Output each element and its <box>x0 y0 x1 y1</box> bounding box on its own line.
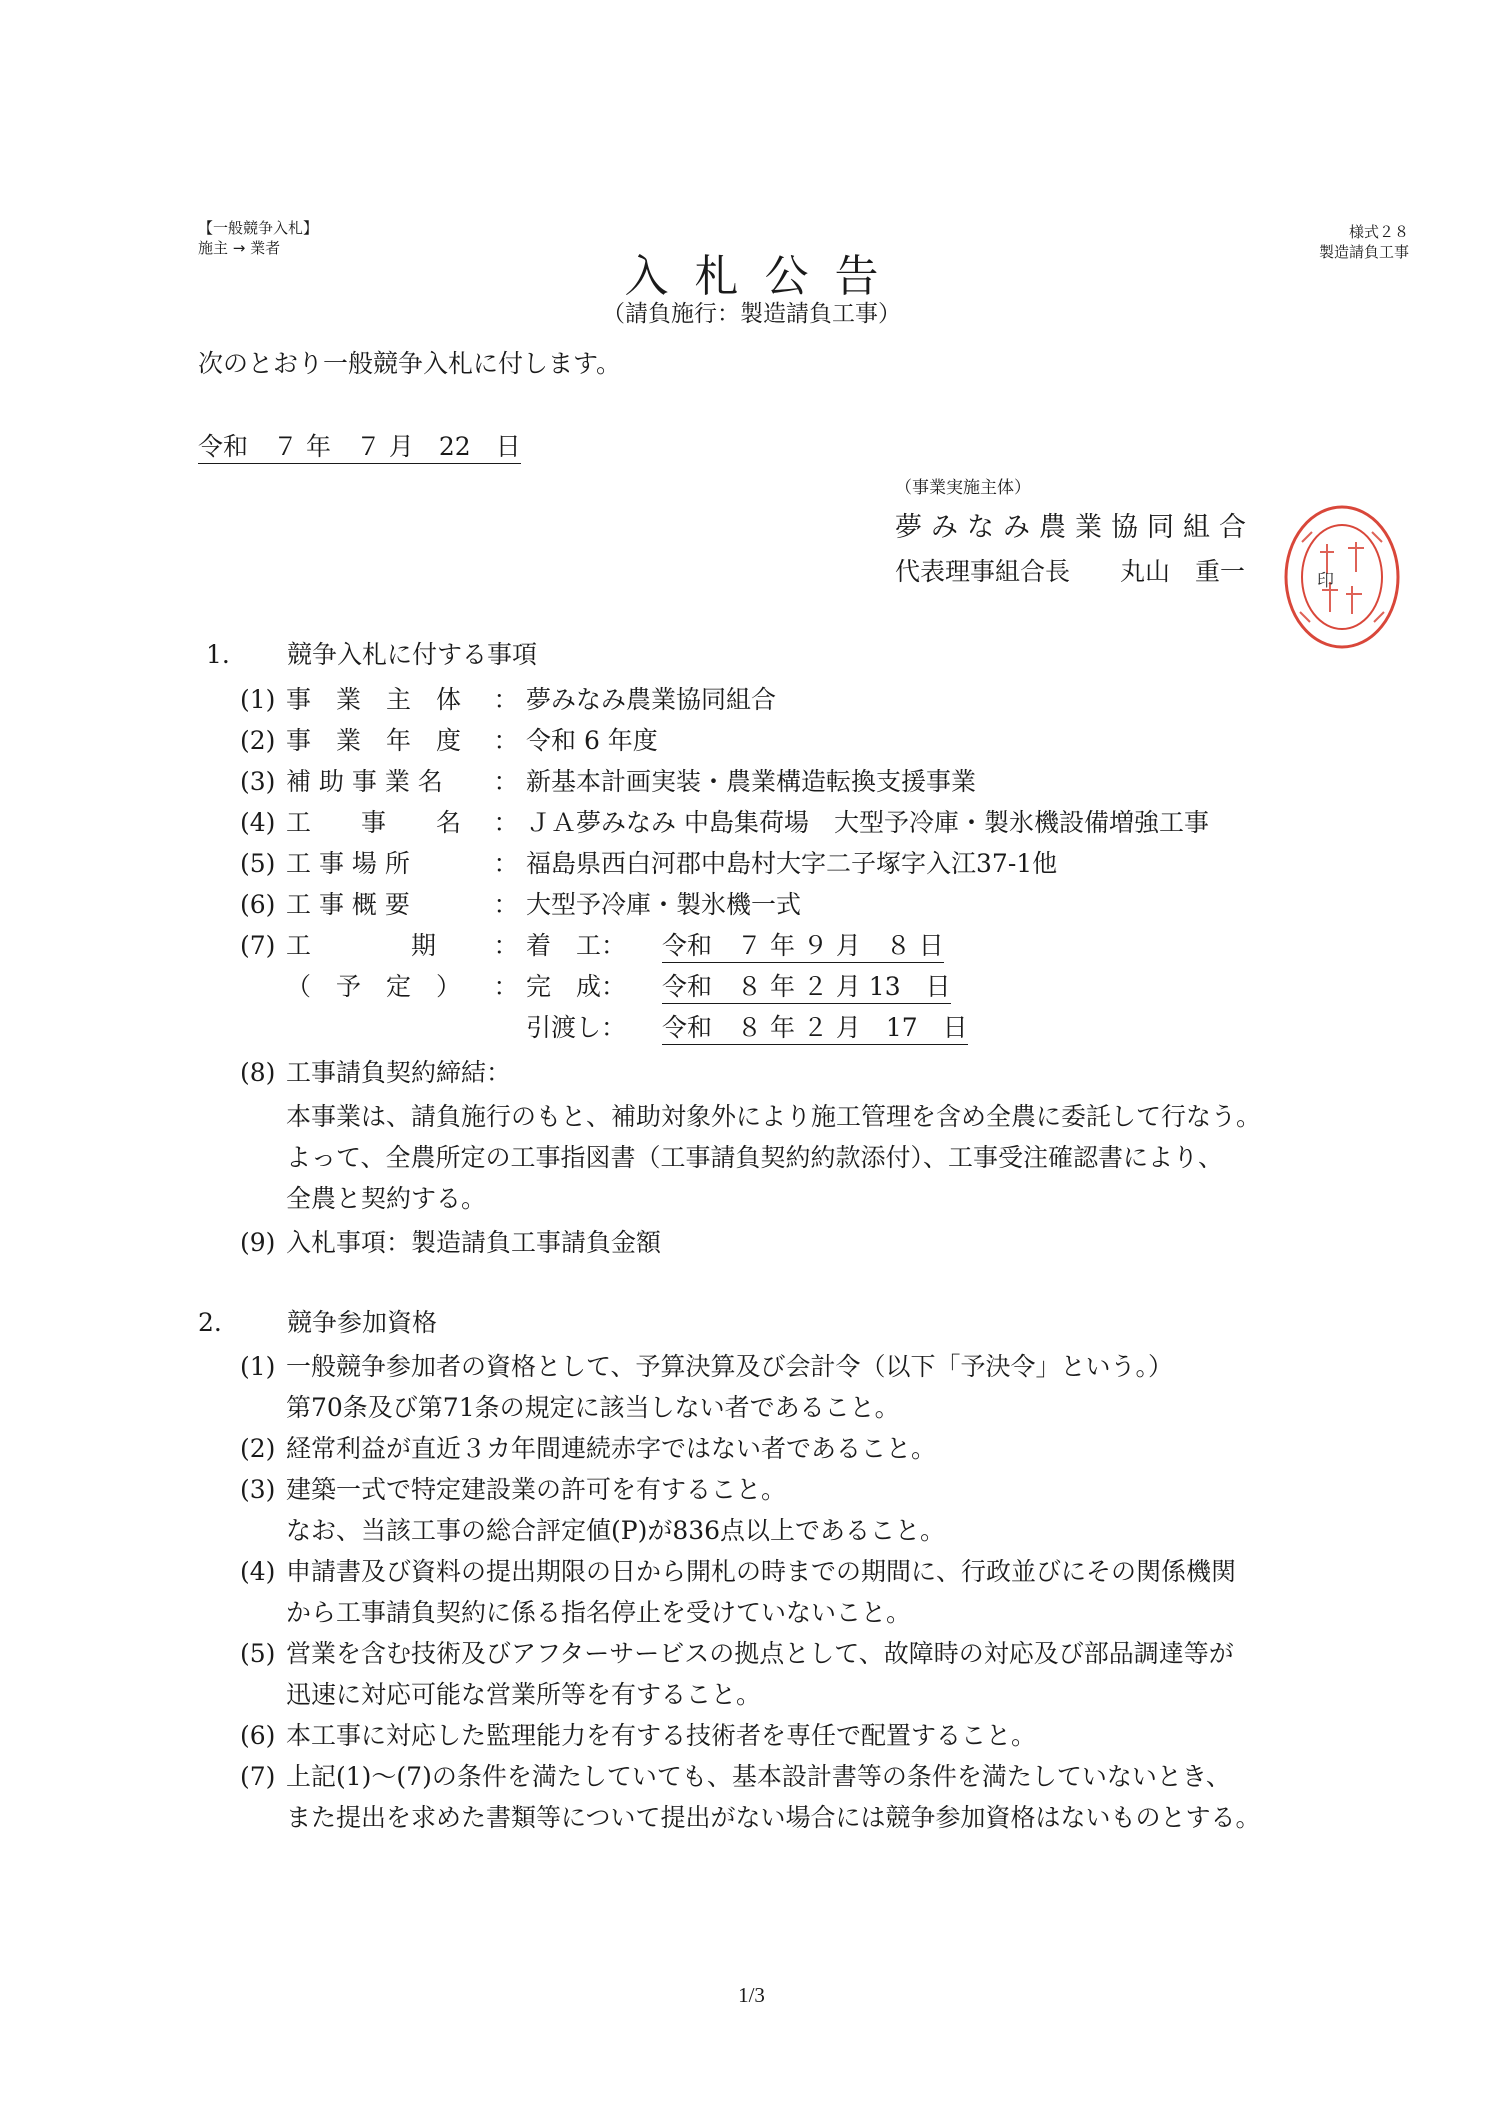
section1-item <box>240 767 976 797</box>
item-number: (6) <box>240 1721 276 1750</box>
contract-row <box>240 1058 511 1088</box>
item-label: 工 事 概 要 <box>286 890 410 919</box>
period-label: 工 期 <box>286 931 437 960</box>
item-number: (8) <box>240 1058 276 1087</box>
item-number: (2) <box>240 1434 276 1463</box>
colon: ： <box>493 931 519 960</box>
section1-item <box>240 890 801 920</box>
qualification-item <box>240 1475 786 1505</box>
period-start-date: 令和 ７ 年 ９ 月 ８ 日 <box>662 931 944 963</box>
period-row <box>240 972 951 1002</box>
qualification-line: 迅速に対応可能な営業所等を有すること。 <box>286 1680 762 1709</box>
item-label: 工 事 名 <box>286 808 462 837</box>
section1-number: 1. <box>206 640 230 669</box>
item-number: (6) <box>240 890 276 919</box>
colon: ： <box>493 685 519 714</box>
colon: ： <box>493 972 519 1001</box>
item-value: 夢みなみ農業協同組合 <box>526 685 777 714</box>
issuer-organization: 夢みなみ農業協同組合 <box>895 512 1255 543</box>
colon: ： <box>493 890 519 919</box>
contract-line: 本事業は、請負施行のもと、補助対象外により施工管理を含め全農に委託して行なう。 <box>286 1102 1262 1131</box>
qualification-item <box>240 1762 1231 1792</box>
item-number: (5) <box>240 1639 276 1668</box>
section2-number: 2. <box>198 1308 222 1337</box>
qualification-line: 一般競争参加者の資格として、予算決算及び会計令（以下「予決令」という。） <box>286 1352 1174 1381</box>
page-number: 1/3 <box>738 1983 765 2007</box>
section1-item <box>240 849 1057 879</box>
qualification-line: 本工事に対応した監理能力を有する技術者を専任で配置すること。 <box>286 1721 1037 1750</box>
issuer-label: （事業実施主体） <box>895 478 1031 498</box>
bid-item-text: 入札事項：製造請負工事請負金額 <box>286 1228 662 1257</box>
page-title: 入札公告 <box>624 251 905 302</box>
issue-date: 令和 ７ 年 ７ 月 22 日 <box>198 432 521 464</box>
section1-item <box>240 726 658 756</box>
item-number: (5) <box>240 849 276 878</box>
item-label: 工 事 場 所 <box>286 849 410 878</box>
colon: ： <box>493 767 519 796</box>
qualification-line: 営業を含む技術及びアフターサービスの拠点として、故障時の対応及び部品調達等が <box>286 1639 1234 1668</box>
item-value: 福島県西白河郡中島村大字二子塚字入江37-1他 <box>526 849 1058 878</box>
item-value: 新基本計画実装・農業構造転換支援事業 <box>526 767 977 796</box>
intro-text: 次のとおり一般競争入札に付します。 <box>198 349 622 378</box>
colon: ： <box>493 808 519 837</box>
period-handover-date: 令和 ８ 年 ２ 月 17 日 <box>662 1013 968 1045</box>
seal-mark: 印 <box>1317 571 1334 591</box>
item-value: 令和 6 年度 <box>526 726 658 755</box>
form-number: 様式２８ <box>1348 223 1409 241</box>
qualification-item <box>240 1434 936 1464</box>
item-label: 事 業 年 度 <box>286 726 462 755</box>
item-label: 補 助 事 業 名 <box>286 767 443 796</box>
qualification-item <box>240 1352 1173 1382</box>
period-handover-label: 引渡し： <box>526 1013 627 1042</box>
qualification-line: なお、当該工事の総合評定値(P)が836点以上であること。 <box>286 1516 946 1545</box>
bid-item-row <box>240 1228 661 1258</box>
colon: ： <box>493 726 519 755</box>
section1-item <box>240 685 776 715</box>
period-complete-date: 令和 ８ 年 ２ 月 13 日 <box>662 972 951 1004</box>
qualification-line: 申請書及び資料の提出期限の日から開札の時までの期間に、行政並びにその関係機関 <box>286 1557 1237 1586</box>
qualification-item <box>240 1639 1234 1669</box>
colon: ： <box>493 849 519 878</box>
contract-label: 工事請負契約締結： <box>286 1058 512 1087</box>
contract-line: よって、全農所定の工事指図書（工事請負契約約款添付）、工事受注確認書により、 <box>286 1143 1224 1172</box>
qualification-line: 経常利益が直近３カ年間連続赤字ではない者であること。 <box>286 1434 937 1463</box>
item-number: (1) <box>240 1352 276 1381</box>
qualification-line: から工事請負契約に係る指名停止を受けていないこと。 <box>286 1598 912 1627</box>
qualification-line: 上記(1)～(7)の条件を満たしていても、基本設計書等の条件を満たしていないとき、 <box>286 1762 1231 1791</box>
item-number: (4) <box>240 808 276 837</box>
item-number: (7) <box>240 1762 276 1791</box>
item-number: (4) <box>240 1557 276 1586</box>
contract-line: 全農と契約する。 <box>286 1184 487 1213</box>
qualification-line: また提出を求めた書類等について提出がない場合には競争参加資格はないものとする。 <box>286 1803 1261 1832</box>
qualification-item <box>240 1721 1036 1751</box>
item-number: (1) <box>240 685 276 714</box>
period-row <box>240 1013 968 1043</box>
item-value: ＪＡ夢みなみ 中島集荷場 大型予冷庫・製氷機設備増強工事 <box>526 808 1209 837</box>
issuer-representative: 代表理事組合長 丸山 重一 <box>895 557 1246 586</box>
form-type: 製造請負工事 <box>1318 243 1409 261</box>
qualification-item <box>240 1557 1236 1587</box>
item-value: 大型予冷庫・製氷機一式 <box>526 890 802 919</box>
period-complete-label: 完 成： <box>526 972 627 1001</box>
qualification-line: 建築一式で特定建設業の許可を有すること。 <box>286 1475 787 1504</box>
qualification-line: 第70条及び第71条の規定に該当しない者であること。 <box>286 1393 900 1422</box>
period-start-label: 着 工： <box>526 931 627 960</box>
item-number: (3) <box>240 767 276 796</box>
section1-heading: 競争入札に付する事項 <box>287 640 538 669</box>
page-subtitle: （請負施行：製造請負工事） <box>602 301 901 327</box>
item-label: 事 業 主 体 <box>286 685 462 714</box>
item-number: (9) <box>240 1228 276 1257</box>
period-row <box>240 931 944 961</box>
period-label-planned: （ 予 定 ） <box>286 972 462 1001</box>
header-left-line1: 【一般競争入札】 <box>198 219 319 237</box>
section2-heading: 競争参加資格 <box>287 1308 438 1337</box>
official-seal-icon <box>1282 502 1402 652</box>
header-left-line2: 施主 → 業者 <box>198 239 281 257</box>
item-number: (3) <box>240 1475 276 1504</box>
item-number: (7) <box>240 931 276 960</box>
section1-item <box>240 808 1209 838</box>
item-number: (2) <box>240 726 276 755</box>
